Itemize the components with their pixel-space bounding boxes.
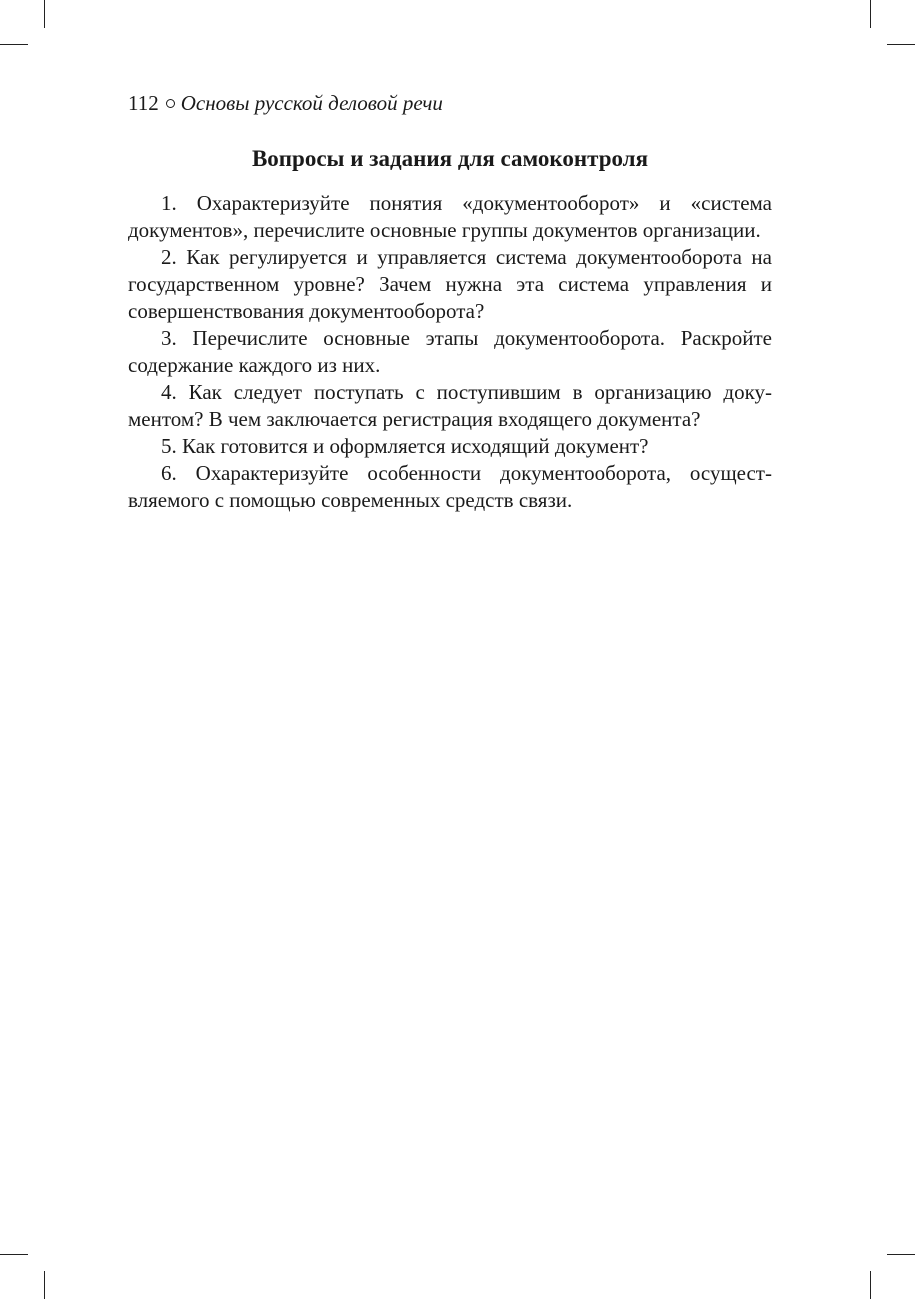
crop-mark-top-right-horizontal xyxy=(887,44,915,45)
page-number: 112 xyxy=(128,91,159,115)
crop-mark-top-left-horizontal xyxy=(0,44,28,45)
book-title: Основы русской деловой речи xyxy=(180,91,443,115)
crop-mark-bottom-left-horizontal xyxy=(0,1254,28,1255)
open-circle-icon xyxy=(166,99,175,108)
question-item: 6. Охарактеризуйте особенности документооборота, осуществляемого с помощью современных средств связи. xyxy=(128,461,772,512)
question-item: 1. Охарактеризуйте понятия «документооборот» и «система документов», перечислите основные группы документов организации. xyxy=(128,191,772,242)
crop-mark-bottom-left-vertical xyxy=(44,1271,45,1299)
question-item: 3. Перечислите основные этапы документооборота. Раскройте содержание каждого из них. xyxy=(128,326,772,377)
running-head xyxy=(128,88,443,118)
question-item: 5. Как готовится и оформляется исходящий документ? xyxy=(161,434,649,458)
crop-mark-top-left-vertical xyxy=(44,0,45,28)
question-item: 2. Как регулируется и управляется система документооборота на государственном уровне? Зачем нужна эта система управления и совершенствования документооборота? xyxy=(128,245,772,323)
questions-list xyxy=(128,190,772,514)
crop-mark-top-right-vertical xyxy=(870,0,871,28)
crop-mark-bottom-right-horizontal xyxy=(887,1254,915,1255)
section-heading: Вопросы и задания для самоконтроля xyxy=(251,146,649,171)
question-item: 4. Как следует поступать с поступившим в организацию документом? В чем заключается регистрация входящего документа? xyxy=(128,380,772,431)
crop-mark-bottom-right-vertical xyxy=(870,1271,871,1299)
